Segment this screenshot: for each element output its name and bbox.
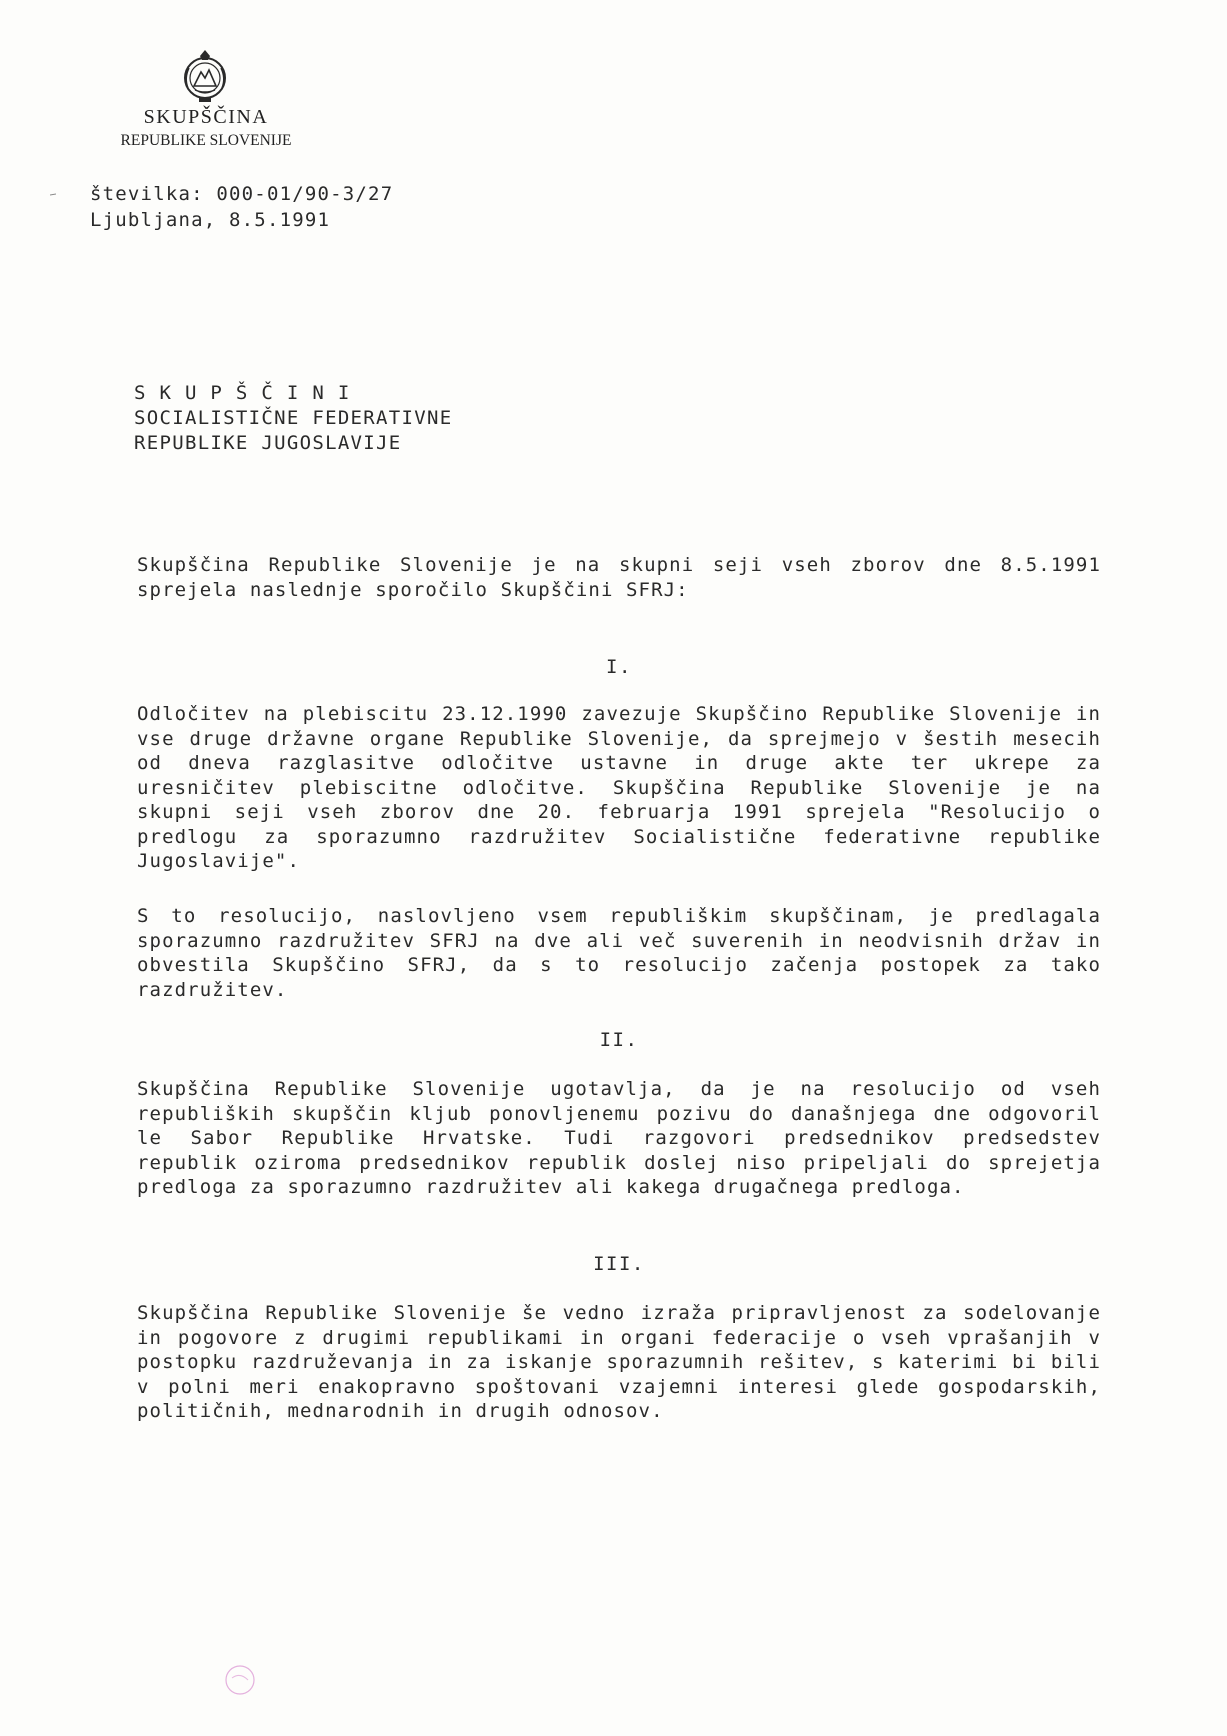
section-numeral-3: III. bbox=[593, 1253, 645, 1275]
section-numeral-2: II. bbox=[599, 1029, 639, 1051]
section-1-paragraph-2: S to resolucijo, naslovljeno vsem republiškim skupščinam, je predlagala sporazumno razdružitev SFRJ na dve ali več suverenih in neodvisnih držav in obvestila Skupščino SFRJ, da s to resolucijo začenja postopek za tako razdružitev. bbox=[137, 905, 1101, 1001]
section-1-paragraph-1: Odločitev na plebiscitu 23.12.1990 zavezuje Skupščino Republike Slovenije in vse druge državne organe Republike Slovenije, da sprejmejo v šestih mesecih od dneva razglasitve odločitve ustavne in druge akte ter ukrepe za uresničitev plebiscitne odločitve. Skupščina Republike Slovenije je na skupni seji vseh zborov dne 20. februarja 1991 sprejela "Resolucijo o predlogu za sporazumno razdružitev Socialistične federativne republike Jugoslavije". bbox=[137, 703, 1101, 872]
section-numeral-1: I. bbox=[606, 656, 632, 678]
intro-paragraph: Skupščina Republike Slovenije je na skupni seji vseh zborov dne 8.5.1991 sprejela naslednje sporočilo Skupščini SFRJ: bbox=[137, 554, 1101, 601]
place-date: Ljubljana, 8.5.1991 bbox=[90, 209, 331, 231]
institution-name: SKUPŠČINA bbox=[143, 106, 269, 128]
addressee-line-1: S K U P Š Č I N I bbox=[134, 382, 351, 404]
section-3-paragraph-1: Skupščina Republike Slovenije še vedno izraža pripravljenost za sodelovanje in pogovore z drugimi republikami in organi federacije o vseh vprašanjih v postopku razdruževanja in za iskanje sporazumnih rešitev, s katerimi bi bili v polni meri enakopravno spoštovani vzajemni interesi glede gospodarskih, političnih, mednarodnih in drugih odnosov. bbox=[137, 1302, 1101, 1422]
addressee-line-2: SOCIALISTIČNE FEDERATIVNE bbox=[134, 407, 453, 429]
margin-tick-mark bbox=[50, 193, 56, 196]
faint-stamp-mark bbox=[222, 1662, 258, 1698]
slovenia-coat-of-arms-icon bbox=[180, 48, 230, 106]
addressee-line-3: REPUBLIKE JUGOSLAVIJE bbox=[134, 432, 402, 454]
reference-number: številka: 000-01/90-3/27 bbox=[90, 183, 394, 205]
institution-subtitle: REPUBLIKE SLOVENIJE bbox=[120, 132, 292, 149]
section-2-paragraph-1: Skupščina Republike Slovenije ugotavlja, da je na resolucijo od vseh republiških skupščin kljub ponovljenemu pozivu do današnjega dne odgovoril le Sabor Republike Hrvatske. Tudi razgovori predsednikov predsedstev republik oziroma predsednikov republik doslej niso pripeljali do sprejetja predloga za sporazumno razdružitev ali kakega drugačnega predloga. bbox=[137, 1078, 1101, 1198]
